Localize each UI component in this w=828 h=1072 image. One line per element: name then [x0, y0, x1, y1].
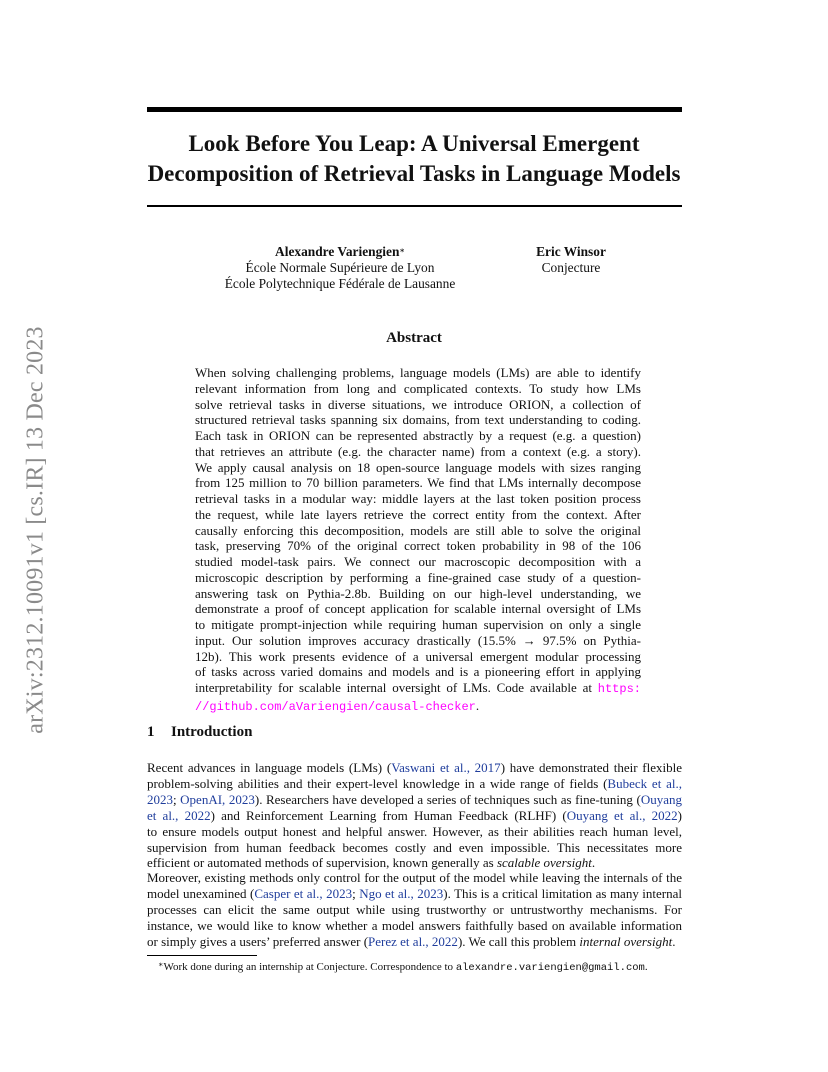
- abstract-line: to mitigate prompt-injection while requiring human supervision on only a single: [195, 617, 641, 632]
- abstract-line: [195, 698, 641, 716]
- abstract-line: that retrieves an attribute (e.g. the character name) from a context (e.g. a story).: [195, 443, 641, 459]
- paragraph-line: supervision from human feedback becomes costly and even impossible. This necessitates more: [147, 839, 682, 855]
- paragraph-line: [147, 776, 682, 792]
- text-run: .: [591, 855, 596, 871]
- code-url-link-part-2[interactable]: //github.com/aVariengien/causal-checker: [195, 699, 476, 714]
- text-run: model unexamined (: [147, 885, 255, 901]
- emphasis-term: scalable oversight: [496, 855, 592, 871]
- footnote-text: Work done during an internship at Conjecture. Correspondence to: [163, 961, 456, 973]
- paragraph-line: [147, 855, 682, 871]
- footnote-marker: ∗: [158, 960, 164, 969]
- section-title: Introduction: [171, 724, 253, 740]
- section-number: 1: [147, 724, 155, 740]
- footnote-marker[interactable]: ∗: [399, 246, 405, 255]
- citation-link[interactable]: Ngo et al., 2023: [359, 885, 444, 901]
- abstract-line: retrieval tasks in a modular way: middle layers at the last token position process: [195, 491, 641, 506]
- paragraph-line: processes can elicit the same output while using trustworthy or untrustworthy mechanisms. For: [147, 901, 682, 917]
- abstract-line: input. Our solution improves accuracy drastically (15.5% → 97.5% on Pythia-: [195, 632, 641, 648]
- citation-link[interactable]: Ouyang: [640, 791, 682, 807]
- abstract-line: relevant information from long and complicated contexts. To study how LMs: [195, 380, 641, 396]
- paragraph-line: Moreover, existing methods only control for the output of the model while leaving the internals of the: [147, 870, 682, 885]
- abstract-line: microscopic description by performing a fine-grained case study of a question-: [195, 569, 641, 585]
- abstract-line: answering task on Pythia-2.8b. Building on our high-level understanding, we: [195, 585, 641, 601]
- code-url-link-part-1[interactable]: https:: [597, 682, 641, 696]
- citation-link[interactable]: et al., 2022: [147, 807, 211, 823]
- abstract-line: task, preserving 70% of the original correct token probability in 98 of the 106: [195, 538, 641, 554]
- text-run: .: [672, 933, 676, 949]
- abstract-line: solve retrieval tasks in diverse situations, we introduce ORION, a collection of: [195, 396, 641, 412]
- text-run: ) and Reinforcement Learning from Human Feedback (RLHF) (: [210, 807, 567, 823]
- abstract-line: studied model-task pairs. We connect our macroscopic decomposition with a: [195, 554, 641, 569]
- author-block-2: [511, 244, 631, 276]
- text-run: ): [677, 807, 682, 823]
- paragraph-line: [147, 760, 682, 776]
- abstract-heading: Abstract: [386, 330, 442, 346]
- author-name-1-text: Alexandre Variengien: [275, 244, 400, 259]
- section-heading-introduction: [147, 724, 252, 741]
- author-name-1: [190, 244, 490, 260]
- abstract-line: Each task in ORION can be represented abstractly by a request (e.g. a question): [195, 428, 641, 443]
- emphasis-term: internal oversight: [579, 933, 673, 949]
- paragraph-line: to ensure models output honest and helpful answer. However, as their abilities reach human level,: [147, 823, 682, 839]
- paragraph-line: [147, 934, 682, 950]
- arxiv-identifier-text: arXiv:2312.10091v1 [cs.IR] 13 Dec 2023: [22, 326, 49, 734]
- abstract-line: structured retrieval tasks spanning six domains, from text understanding to coding.: [195, 412, 641, 428]
- abstract-line: We apply causal analysis on 18 open-source language models with sizes ranging: [195, 459, 641, 475]
- abstract-body: [195, 365, 641, 716]
- footnote-rule: [147, 955, 257, 956]
- citation-link[interactable]: Ouyang et al., 2022: [566, 807, 678, 823]
- citation-link[interactable]: Vaswani et al., 2017: [391, 760, 501, 775]
- author-1-affiliation-2: École Polytechnique Fédérale de Lausanne: [224, 276, 456, 291]
- abstract-line: When solving challenging problems, language models (LMs) are able to identify: [195, 365, 641, 380]
- author-1-affiliation-1: École Normale Supérieure de Lyon: [245, 260, 435, 275]
- text-run: ;: [352, 885, 360, 901]
- footnote: [158, 961, 648, 974]
- paragraph-line: [147, 808, 682, 824]
- text-run: ). This is a critical limitation as many internal: [443, 885, 682, 901]
- author-2-affiliation-1: Conjecture: [541, 260, 601, 275]
- title-line-2: Decomposition of Retrieval Tasks in Language Models: [147, 161, 681, 186]
- abstract-line-text: interpretability for scalable internal oversight of LMs. Code available at: [195, 680, 592, 695]
- citation-link[interactable]: OpenAI, 2023: [180, 791, 255, 807]
- intro-paragraph-1: [147, 760, 682, 871]
- text-run: Recent advances in language models (LMs) (: [147, 760, 392, 775]
- footnote-end: .: [644, 961, 648, 973]
- paragraph-line: instance, we would like to know whether a model answers faithfully based on available information: [147, 917, 682, 933]
- abstract-line: 12b). This work presents evidence of a universal emergent modular processing: [195, 648, 641, 664]
- abstract-line: demonstrate a proof of concept application for scalable internal oversight of LMs: [195, 601, 641, 617]
- abstract-line: causally enforcing this decomposition, models are still able to solve the original: [195, 522, 641, 538]
- paper-title: [120, 129, 708, 189]
- author-name-2: Eric Winsor: [536, 244, 606, 259]
- paragraph-line: [147, 886, 682, 902]
- paragraph-line: [147, 792, 682, 808]
- abstract-line: from 125 million to 70 billion parameters. We find that LMs internally decompose: [195, 475, 641, 491]
- contact-email[interactable]: alexandre.variengien@gmail.com: [455, 962, 645, 974]
- abstract-line: of tasks across varied domains and models and is a pioneering effort in applying: [195, 664, 641, 680]
- title-bottom-rule: [147, 205, 682, 207]
- citation-link[interactable]: Perez et al., 2022: [368, 933, 458, 949]
- citation-link[interactable]: 2023: [147, 791, 173, 807]
- text-run: efficient or automated methods of supervision, known generally as: [147, 855, 497, 871]
- author-block-1: [190, 244, 490, 292]
- citation-link[interactable]: Casper et al., 2023: [254, 885, 353, 901]
- title-line-1: Look Before You Leap: A Universal Emergent: [188, 131, 640, 156]
- text-run: ). Researchers have developed a series of techniques such as fine-tuning (: [254, 791, 641, 807]
- text-run: problem-solving abilities and their expert-level knowledge in a wide range of fields (: [147, 775, 608, 791]
- title-top-rule: [147, 107, 682, 112]
- abstract-line: [195, 680, 641, 698]
- text-run: ;: [173, 791, 181, 807]
- text-run: or simply gives a users’ preferred answer (: [147, 933, 369, 949]
- citation-link[interactable]: Bubeck et al.,: [607, 775, 682, 791]
- text-run: ) have demonstrated their flexible: [500, 760, 683, 775]
- abstract-line: the request, while late layers retrieve the correct entity from the context. After: [195, 506, 641, 522]
- intro-paragraph-2: [147, 870, 682, 950]
- abstract-end-period: .: [475, 697, 480, 713]
- text-run: ). We call this problem: [457, 933, 580, 949]
